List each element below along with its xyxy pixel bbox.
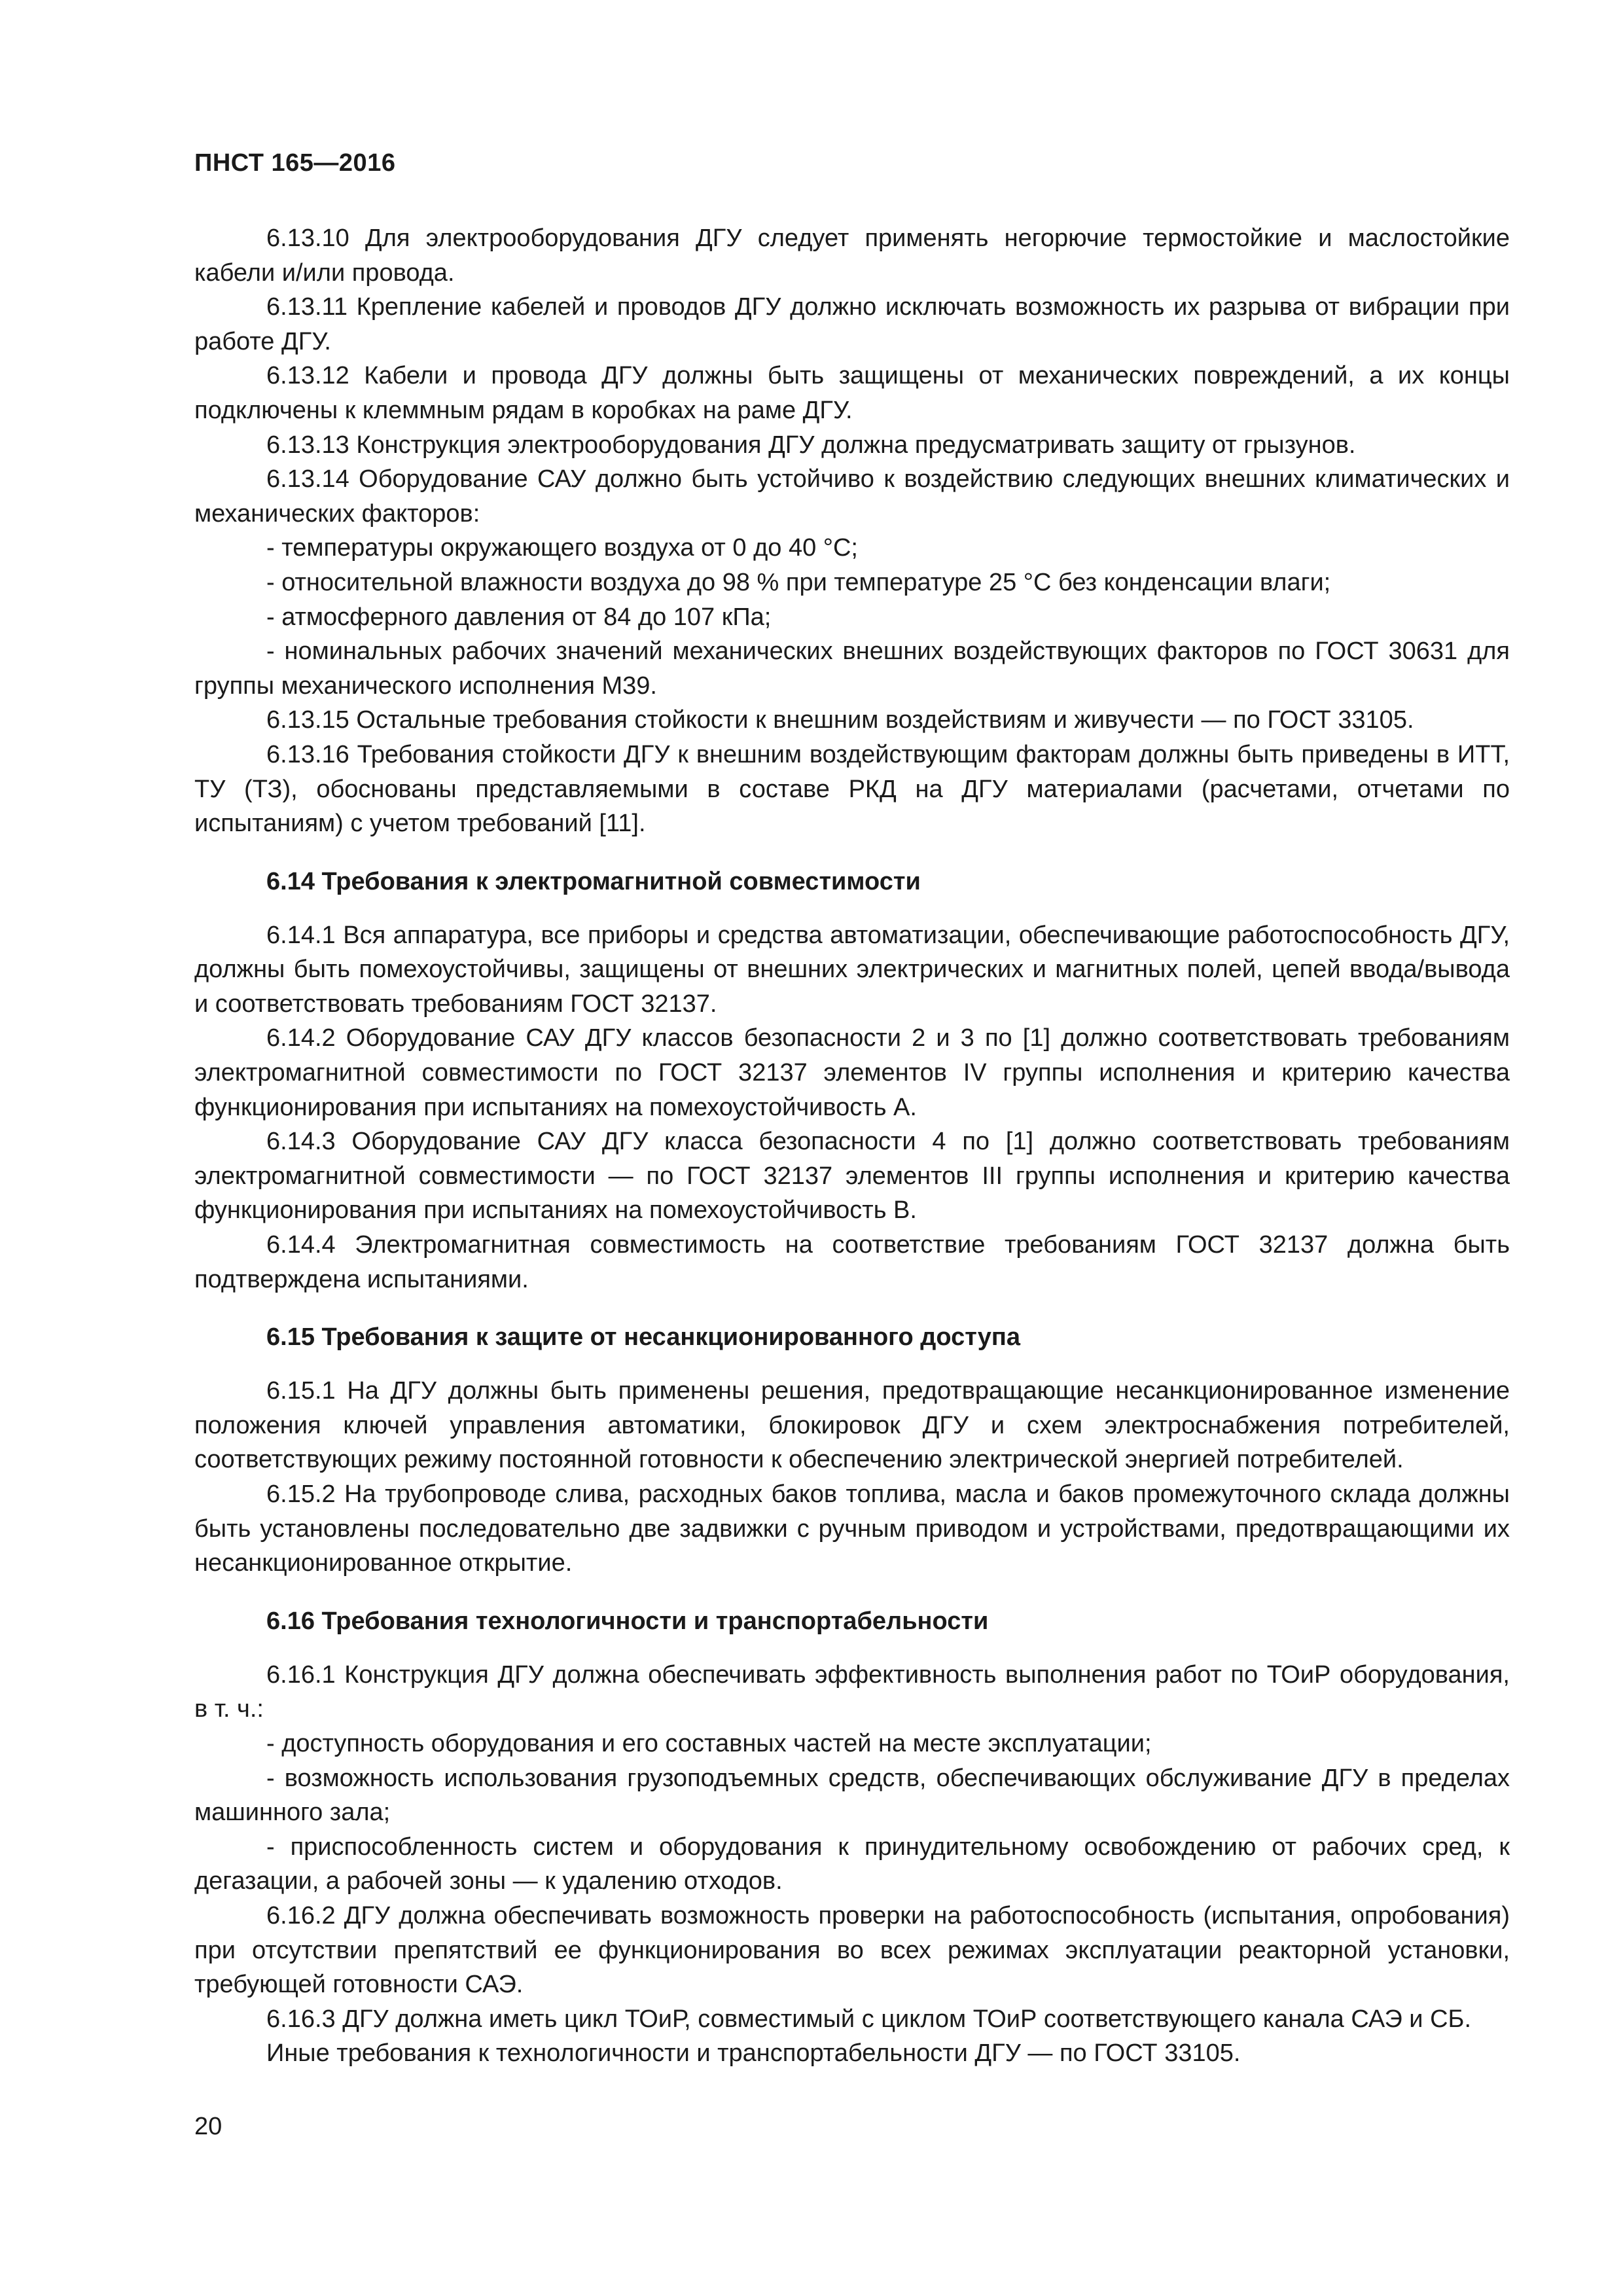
list-item: - температуры окружающего воздуха от 0 до 40 °С; xyxy=(266,534,858,562)
section-heading: 6.16 Требования технологичности и транспортабельности xyxy=(266,1607,989,1635)
list-item: - атмосферного давления от 84 до 107 кПа; xyxy=(266,603,772,631)
list-item: - номинальных рабочих значений механических внешних воздействующих факторов по ГОСТ 30631 для группы механического исполнения М39. xyxy=(194,637,1510,700)
paragraph: 6.13.12 Кабели и провода ДГУ должны быть защищены от механических повреждений, а их концы подключены к клеммным рядам в коробках на раме ДГУ. xyxy=(194,362,1510,424)
paragraph: 6.13.14 Оборудование САУ должно быть устойчиво к воздействию следующих внешних климатических и механических факторов: xyxy=(194,465,1510,528)
paragraph: 6.16.2 ДГУ должна обеспечивать возможность проверки на работоспособность (испытания, опробования) при отсутствии препятствий ее функционирования во всех режимах эксплуатации реакторной установки, требующей готовности САЭ. xyxy=(194,1901,1510,1999)
paragraph: Иные требования к технологичности и транспортабельности ДГУ — по ГОСТ 33105. xyxy=(266,2039,1241,2068)
document-header: ПНСТ 165—2016 xyxy=(194,149,396,177)
page-number: 20 xyxy=(194,2113,223,2140)
paragraph: 6.14.1 Вся аппаратура, все приборы и средства автоматизации, обеспечивающие работоспособность ДГУ, должны быть помехоустойчивы, защищены от внешних электрических и магнитных полей, цепей ввода/вывода и соответствовать требованиям ГОСТ 32137. xyxy=(194,921,1510,1018)
list-item: - доступность оборудования и его составных частей на месте эксплуатации; xyxy=(266,1729,1152,1757)
paragraph: 6.14.4 Электромагнитная совместимость на соответствие требованиям ГОСТ 32137 должна быть подтверждена испытаниями. xyxy=(194,1231,1510,1293)
list-item: - приспособленность систем и оборудования к принудительному освобождению от рабочих сред, к дегазации, а рабочей зоны — к удалению отходов. xyxy=(194,1833,1510,1895)
document-body xyxy=(194,221,1510,2071)
section-heading: 6.15 Требования к защите от несанкционированного доступа xyxy=(266,1323,1021,1352)
paragraph: 6.13.16 Требования стойкости ДГУ к внешним воздействующим факторам должны быть приведены в ИТТ, ТУ (ТЗ), обоснованы представляемыми в составе РКД на ДГУ материалами (расчетами, отчетами по испытаниям) с учетом требований [11]. xyxy=(194,740,1510,838)
section-heading: 6.14 Требования к электромагнитной совместимости xyxy=(266,867,921,895)
paragraph: 6.13.13 Конструкция электрооборудования ДГУ должна предусматривать защиту от грызунов. xyxy=(266,431,1356,459)
paragraph: 6.14.2 Оборудование САУ ДГУ классов безопасности 2 и 3 по [1] должно соответствовать требованиям электромагнитной совместимости по ГОСТ 32137 элементов IV группы исполнения и критерию качества функционирования при испытаниях на помехоустойчивость А. xyxy=(194,1024,1510,1121)
paragraph: 6.15.2 На трубопроводе слива, расходных баков топлива, масла и баков промежуточного склада должны быть установлены последовательно две задвижки с ручным приводом и устройствами, предотвращающими их несанкционированное открытие. xyxy=(194,1480,1510,1577)
paragraph: 6.16.1 Конструкция ДГУ должна обеспечивать эффективность выполнения работ по ТОиР оборудования, в т. ч.: xyxy=(194,1660,1510,1723)
list-item: - относительной влажности воздуха до 98 % при температуре 25 °С без конденсации влаги; xyxy=(266,568,1331,596)
list-item: - возможность использования грузоподъемных средств, обеспечивающих обслуживание ДГУ в пределах машинного зала; xyxy=(194,1764,1510,1827)
paragraph: 6.13.10 Для электрооборудования ДГУ следует применять негорючие термостойкие и маслостойкие кабели и/или провода. xyxy=(194,224,1510,287)
paragraph: 6.15.1 На ДГУ должны быть применены решения, предотвращающие несанкционированное изменение положения ключей управления автоматики, блокировок ДГУ и схем электроснабжения потребителей, соответствующих режиму постоянной готовности к обеспечению электрической энергией потребителей. xyxy=(194,1377,1510,1474)
paragraph: 6.14.3 Оборудование САУ ДГУ класса безопасности 4 по [1] должно соответствовать требованиям электромагнитной совместимости — по ГОСТ 32137 элементов III группы исполнения и критерию качества функционирования при испытаниях на помехоустойчивость В. xyxy=(194,1128,1510,1225)
paragraph: 6.13.15 Остальные требования стойкости к внешним воздействиям и живучести — по ГОСТ 33105. xyxy=(266,706,1414,734)
paragraph: 6.13.11 Крепление кабелей и проводов ДГУ должно исключать возможность их разрыва от вибрации при работе ДГУ. xyxy=(194,293,1510,355)
paragraph: 6.16.3 ДГУ должна иметь цикл ТОиР, совместимый с циклом ТОиР соответствующего канала САЭ и СБ. xyxy=(266,2005,1472,2033)
